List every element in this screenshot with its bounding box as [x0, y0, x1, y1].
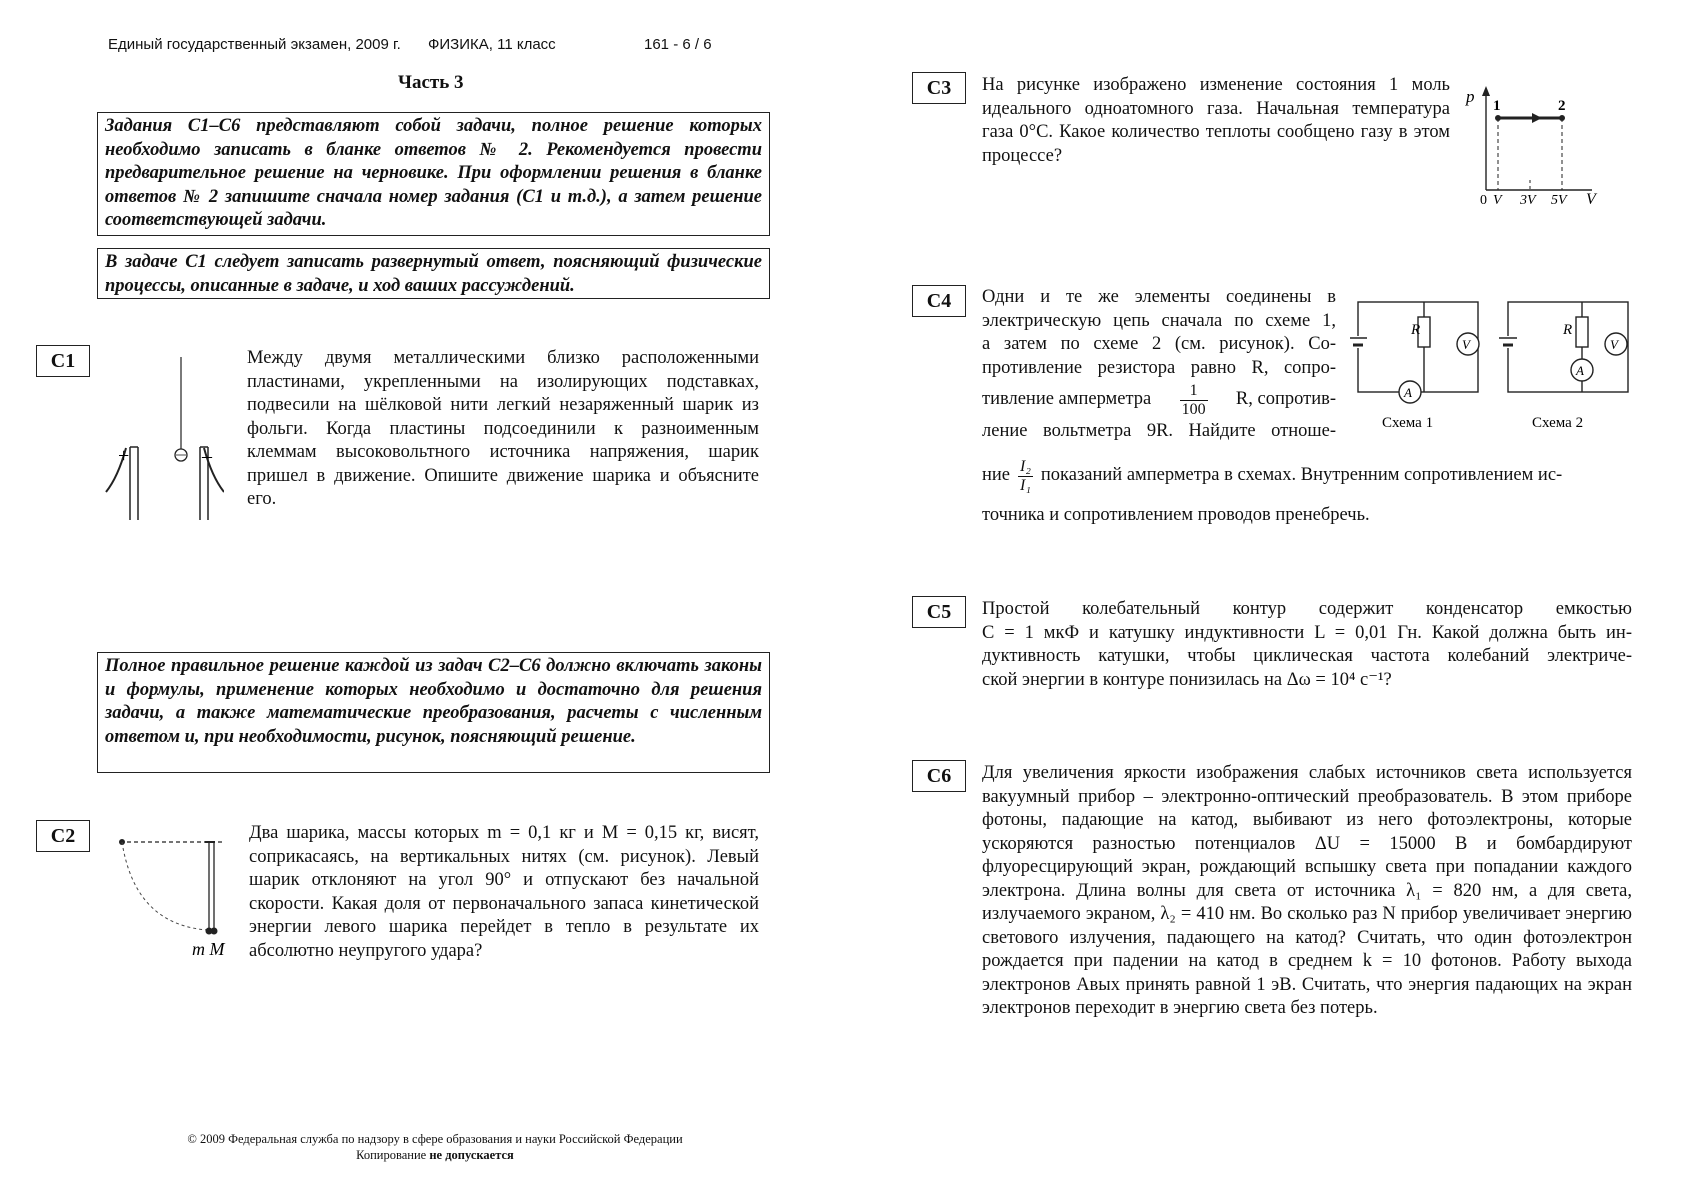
- c4-circuit-figure: [1350, 292, 1640, 442]
- point-1-label: 1: [1493, 98, 1501, 114]
- minus-sign: –: [202, 445, 212, 467]
- c5-line-3: дуктивность катушки, чтобы циклическая частота колебаний электриче-: [982, 646, 1632, 666]
- task-label-c1: C1: [36, 345, 90, 377]
- header-page: 161 - 6 / 6: [644, 36, 712, 53]
- c2-figure: [110, 830, 240, 960]
- scheme-1-diagram: [1350, 302, 1479, 431]
- c2-instructions-box: Полное правильное решение каждой из задач С2–С6 должно включать законы и формулы, применение которых необходимо и достаточно для решения задачи, а также математические преобразования, расчеты с численным ответом и, при необходимости, рисунок, поясняющий решение.: [97, 652, 770, 773]
- header-exam: Единый государственный экзамен, 2009 г.: [108, 36, 401, 53]
- c2-text: Два шарика, массы которых m = 0,1 кг и M = 0,15 кг, висят, соприкасаясь, на вертикальных нитях (см. рисунок). Левый шарик отклоняют на угол 90° и отпускают без начальной скорости. Какая доля от первоначального запаса кинетической энергии левого шарика перейдет в тепло в результате их абсолютно неупругого удара?: [249, 823, 759, 961]
- c3-text: На рисунке изображено изменение состояния 1 моль идеального одноатомного газа. Начальная температура газа 0°С. Какое количество теплоты сообщено газу в этом процессе?: [982, 75, 1450, 166]
- header-subject: ФИЗИКА, 11 класс: [428, 36, 556, 53]
- c4-line-2: электрическую цепь сначала по схеме 1,: [982, 310, 1336, 331]
- fraction-2-numerator: I₂: [1020, 457, 1031, 475]
- tick-0: 0: [1480, 193, 1487, 208]
- scheme-1-ammeter-label: A: [1404, 385, 1412, 400]
- task-label-c5: C5: [912, 596, 966, 628]
- point-2-label: 2: [1558, 98, 1566, 114]
- c5-line-4: ской энергии в контуре понизилась на Δω = 10⁴ с⁻¹?: [982, 669, 1392, 690]
- scheme-1-caption: Схема 1: [1382, 415, 1434, 431]
- tick-3v: 3V: [1520, 193, 1536, 208]
- fraction-current-ratio: [1018, 458, 1033, 495]
- c1-text: Между двумя металлическими близко расположенными пластинами, укрепленными на изолирующих подставках, подвесили на шёлковой нити легкий незаряженный шарик из фольги. Когда пластины подсоединили к разноименным клеммам высоковольтного источника напряжения, шарик пришел в движение. Опишите движение шарика и объясните его.: [247, 348, 759, 509]
- tick-v: V: [1493, 193, 1502, 208]
- c3-pv-graph: [1462, 80, 1602, 210]
- scheme-2-diagram: [1499, 302, 1628, 431]
- scheme-2-voltmeter-label: V: [1610, 337, 1618, 352]
- scheme-2-caption: Схема 2: [1532, 415, 1584, 431]
- task-label-c3: C3: [912, 72, 966, 104]
- scheme-1-voltmeter-label: V: [1462, 337, 1470, 352]
- scheme-1-r-label: R: [1411, 322, 1421, 338]
- c5-line-2: C = 1 мкФ и катушку индуктивности L = 0,01 Гн. Какой должна быть ин-: [982, 622, 1632, 643]
- scheme-2-r-label: R: [1563, 322, 1573, 338]
- fraction-ammeter-resistance: [1180, 382, 1208, 419]
- tick-5v: 5V: [1551, 193, 1567, 208]
- c5-text-block: [982, 598, 1632, 692]
- c4-line-7-pre: ние: [982, 465, 1011, 486]
- c1-figure: [104, 352, 224, 522]
- c1-instructions-box: В задаче С1 следует записать развернутый ответ, поясняющий физические процессы, описанные в задаче, и ход ваших рассуждений.: [97, 248, 770, 299]
- c4-line-5: [982, 380, 1336, 420]
- c4-line-5-post: R, сопротив-: [1235, 389, 1336, 410]
- c6-text: Для увеличения яркости изображения слабых источников света используется вакуумный прибор – электронно-оптический преобразователь. В этом приборе фотоны, падающие на катод, выбивают из него фотоэлектроны, которые ускоряются разностью потенциалов ΔU = 15000 В и бомбардируют флуоресцирующий экран, рождающий вспышку света при попадании каждого электрона. Длина волны для света от источника λ₁ = 820 нм, а для света, излучаемого экраном, λ₂ = 410 нм. Во сколько раз N прибор увеличивает энергию светового излучения, падающего на катод? Считать, что один фотоэлектрон рождается при падении на катод в среднем k = 10 фотонов. Работу выхода электронов Aвых принять равной 1 эВ. Считать, что энергия падающих на экран электронов переходит в энергию света без потерь.: [982, 763, 1632, 1018]
- c4-line-3: а затем по схеме 2 (см. рисунок). Со-: [982, 334, 1336, 354]
- footer-copy-pre: Копирование: [356, 1148, 427, 1162]
- fraction-2-denominator: I₁: [1020, 476, 1031, 494]
- plus-sign: +: [118, 445, 130, 467]
- c4-text-continued: [982, 452, 1632, 528]
- task-label-c6: C6: [912, 760, 966, 792]
- c5-line-1: Простой колебательный контур содержит конденсатор емкостью: [982, 599, 1632, 619]
- c4-line-1: Одни и те же элементы соединены в: [982, 287, 1336, 307]
- task-label-c4: C4: [912, 285, 966, 317]
- c4-text-block: [982, 286, 1336, 444]
- part-title: Часть 3: [398, 72, 464, 93]
- footer-copy-bold: не допускается: [429, 1148, 514, 1162]
- c4-line-4: противление резистора равно R, сопро-: [982, 357, 1336, 378]
- c4-line-7-post: показаний амперметра в схемах. Внутренним сопротивлением ис-: [1040, 465, 1563, 486]
- axis-v-label: V: [1586, 191, 1596, 208]
- c4-line-8: точника и сопротивлением проводов пренебречь.: [982, 505, 1370, 525]
- fraction-1-numerator: 1: [1180, 382, 1208, 401]
- axis-p-label: p: [1466, 87, 1475, 106]
- footer-copy-notice: [120, 1148, 750, 1163]
- task-label-c2: C2: [36, 820, 90, 852]
- intro-instructions-box: Задания С1–С6 представляют собой задачи, полное решение которых необходимо записать в бланке ответов № 2. Рекомендуется провести предварительное решение на черновике. При оформлении решения в бланке ответов № 2 запишите сначала номер задания (С1 и т.д.), а затем решение соответствующей задачи.: [97, 112, 770, 236]
- c4-line-6: ление вольтметра 9R. Найдите отноше-: [982, 421, 1336, 441]
- footer-copyright: © 2009 Федеральная служба по надзору в сфере образования и науки Российской Федерации: [187, 1132, 683, 1146]
- scheme-2-ammeter-label: A: [1576, 363, 1584, 378]
- c4-line-5-pre: тивление амперметра: [982, 389, 1152, 410]
- c4-line-7: [982, 452, 1632, 500]
- fraction-1-denominator: 100: [1181, 400, 1206, 418]
- c2-mass-labels: m M: [192, 939, 225, 959]
